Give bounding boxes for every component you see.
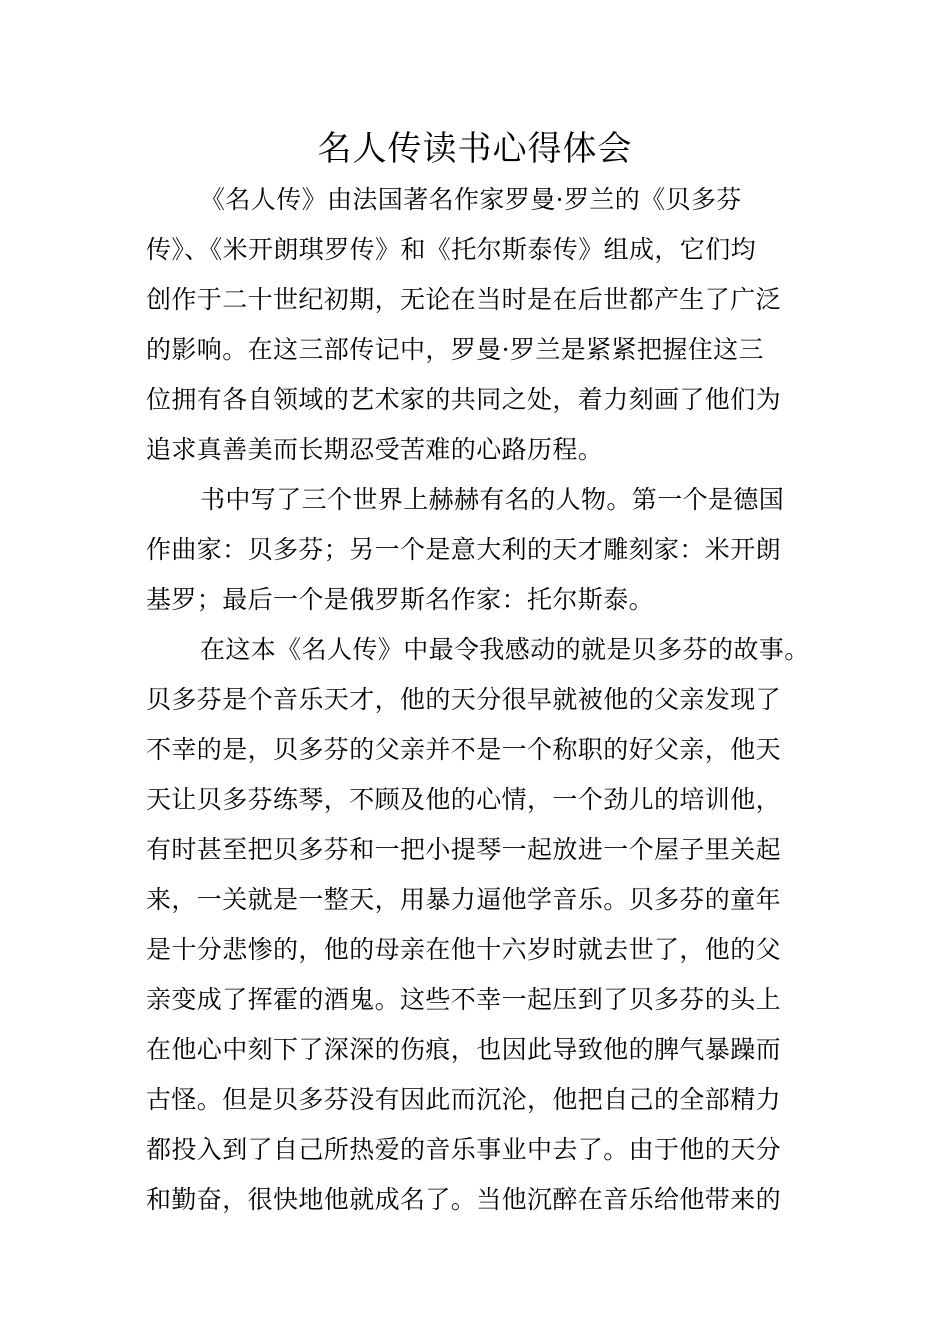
- text-line: 位拥有各自领域的艺术家的共同之处，着力刻画了他们为: [146, 385, 782, 414]
- text-line: 亲变成了挥霍的酒鬼。这些不幸一起压到了贝多芬的头上: [146, 985, 782, 1014]
- text-line: 在这本《名人传》中最令我感动的就是贝多芬的故事。: [200, 635, 810, 664]
- text-line: 来，一关就是一整天，用暴力逼他学音乐。贝多芬的童年: [146, 885, 782, 914]
- text-line: 书中写了三个世界上赫赫有名的人物。第一个是德国: [200, 485, 785, 514]
- text-line: 都投入到了自己所热爱的音乐事业中去了。由于他的天分: [146, 1135, 782, 1164]
- text-line: 创作于二十世纪初期，无论在当时是在后世都产生了广泛: [146, 285, 782, 314]
- text-line: 不幸的是，贝多芬的父亲并不是一个称职的好父亲，他天: [146, 735, 782, 764]
- text-line: 基罗；最后一个是俄罗斯名作家：托尔斯泰。: [146, 585, 655, 614]
- text-line: 有时甚至把贝多芬和一把小提琴一起放进一个屋子里关起: [146, 835, 782, 864]
- text-line: 贝多芬是个音乐天才，他的天分很早就被他的父亲发现了: [146, 685, 782, 714]
- text-line: 《名人传》由法国著名作家罗曼·罗兰的《贝多芬: [200, 185, 742, 214]
- text-line: 传》、《米开朗琪罗传》和《托尔斯泰传》组成，它们均: [146, 235, 757, 264]
- text-line: 是十分悲惨的，他的母亲在他十六岁时就去世了，他的父: [146, 935, 782, 964]
- text-line: 追求真善美而长期忍受苦难的心路历程。: [146, 435, 604, 464]
- text-line: 古怪。但是贝多芬没有因此而沉沦，他把自己的全部精力: [146, 1085, 782, 1114]
- text-line: 在他心中刻下了深深的伤痕，也因此导致他的脾气暴躁而: [146, 1035, 782, 1064]
- text-line: 和勤奋，很快地他就成名了。当他沉醉在音乐给他带来的: [146, 1185, 782, 1214]
- document-title: 名人传读书心得体会: [317, 129, 633, 169]
- text-line: 天让贝多芬练琴，不顾及他的心情，一个劲儿的培训他，: [146, 785, 782, 814]
- text-line: 的影响。在这三部传记中，罗曼·罗兰是紧紧把握住这三: [146, 335, 764, 364]
- text-line: 作曲家：贝多芬；另一个是意大利的天才雕刻家：米开朗: [146, 535, 782, 564]
